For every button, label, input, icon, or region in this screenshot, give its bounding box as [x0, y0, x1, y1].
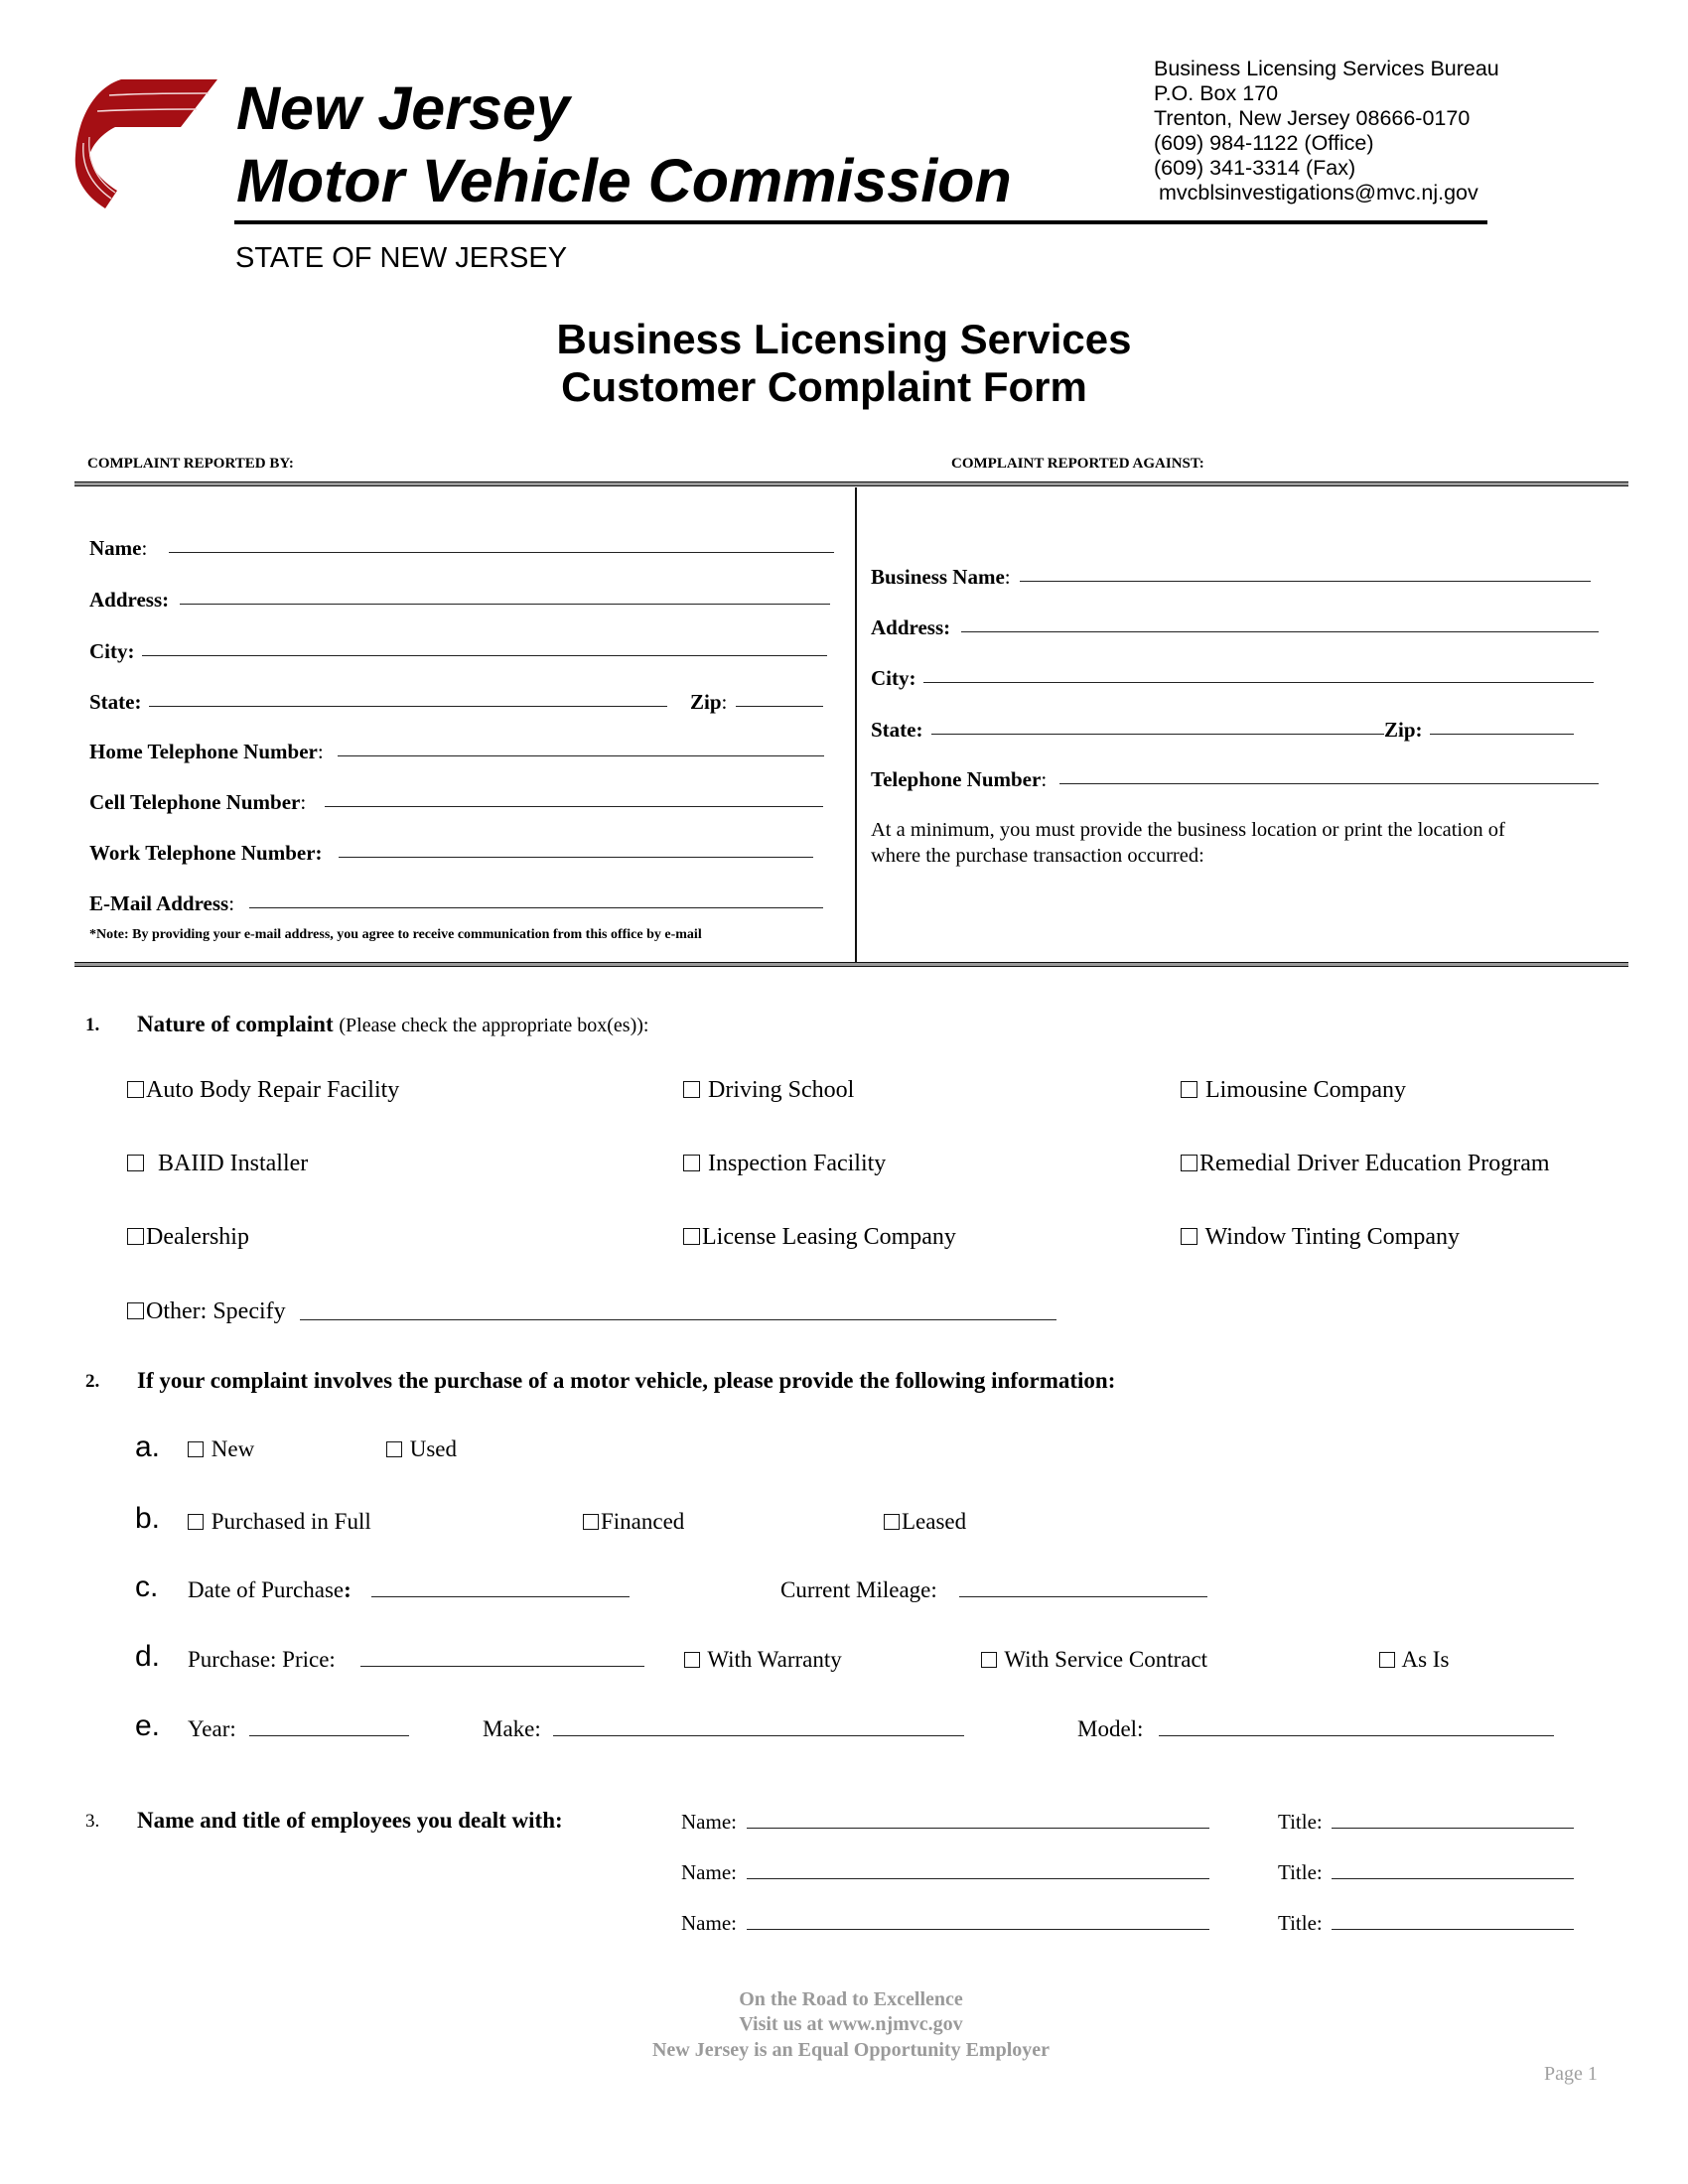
zip-label: Zip: [690, 690, 728, 714]
po-box: P.O. Box 170 [1154, 81, 1279, 105]
work-phone-label: Work Telephone Number: [89, 841, 323, 865]
form-title-line2: Customer Complaint Form [561, 363, 1087, 410]
section3-heading: Name and title of employees you dealt with: [137, 1808, 563, 1833]
checkbox-icon[interactable] [683, 1155, 700, 1171]
checkbox-icon[interactable] [1181, 1081, 1197, 1098]
year-label: Year: [188, 1716, 236, 1741]
option-limousine[interactable]: Limousine Company [1181, 1075, 1406, 1105]
email-consent-note: *Note: By providing your e-mail address, you agree to receive communication from this office by e-mail [89, 927, 702, 942]
cell-phone-label: Cell Telephone Number: [89, 790, 307, 814]
employee3-title-label: Title: [1278, 1911, 1323, 1935]
purchase-price-field[interactable] [360, 1666, 644, 1667]
option-auto-body[interactable]: Auto Body Repair Facility [127, 1075, 399, 1105]
business-zip-label: Zip: [1384, 718, 1423, 742]
location-instruction-line1: At a minimum, you must provide the business location or print the location of [871, 819, 1505, 841]
option-used[interactable]: Used [386, 1434, 457, 1464]
name-label: Name: [89, 536, 148, 560]
employee2-name-label: Name: [681, 1860, 737, 1884]
model-field[interactable] [1159, 1735, 1554, 1736]
business-phone-field[interactable] [1059, 783, 1599, 784]
checkbox-icon[interactable] [127, 1081, 144, 1098]
footer-eoe: New Jersey is an Equal Opportunity Employer [651, 2039, 1051, 2061]
checkbox-icon[interactable] [1379, 1652, 1395, 1668]
bureau-name: Business Licensing Services Bureau [1154, 57, 1499, 80]
address-label: Address: [89, 588, 170, 612]
employee3-name-label: Name: [681, 1911, 737, 1935]
other-specify-field[interactable] [300, 1319, 1056, 1320]
option-dealership[interactable]: Dealership [127, 1222, 249, 1252]
office-phone: (609) 984-1122 (Office) [1154, 131, 1374, 155]
option-inspection-facility[interactable]: Inspection Facility [683, 1149, 886, 1178]
year-field[interactable] [249, 1735, 409, 1736]
home-phone-label: Home Telephone Number: [89, 740, 324, 763]
checkbox-icon[interactable] [1181, 1155, 1197, 1171]
business-address-field[interactable] [961, 631, 1599, 632]
location-instruction-line2: where the purchase transaction occurred: [871, 845, 1204, 867]
employee1-name-label: Name: [681, 1810, 737, 1834]
checkbox-icon[interactable] [981, 1652, 997, 1668]
complainant-name-field[interactable] [169, 552, 834, 553]
contact-email-link[interactable]: mvcblsinvestigations@mvc.nj.gov [1159, 181, 1478, 205]
checkbox-icon[interactable] [127, 1228, 144, 1245]
footer-website: Visit us at www.njmvc.gov [739, 2013, 963, 2035]
option-leased[interactable]: Leased [884, 1507, 966, 1537]
city-state-zip: Trenton, New Jersey 08666-0170 [1154, 106, 1471, 130]
complainant-city-field[interactable] [142, 655, 827, 656]
checkbox-icon[interactable] [188, 1514, 204, 1530]
checkbox-icon[interactable] [683, 1081, 700, 1098]
date-of-purchase-label: Date of Purchase: [188, 1577, 352, 1602]
section1-heading: Nature of complaint (Please check the appropriate box(es)): [137, 1012, 649, 1036]
employee2-name-field[interactable] [747, 1878, 1209, 1879]
checkbox-icon[interactable] [127, 1155, 144, 1171]
checkbox-icon[interactable] [684, 1652, 700, 1668]
form-title-line1: Business Licensing Services [556, 316, 1132, 362]
section2-heading: If your complaint involves the purchase of a motor vehicle, please provide the following information: [137, 1368, 1116, 1393]
option-with-warranty[interactable]: With Warranty [684, 1645, 842, 1675]
option-purchased-in-full[interactable]: Purchased in Full [188, 1507, 371, 1537]
mvc-logo-icon [73, 77, 217, 208]
item-d-letter: d. [135, 1640, 161, 1673]
option-baiid-installer[interactable]: BAIID Installer [127, 1149, 308, 1178]
option-remedial-driver-ed[interactable]: Remedial Driver Education Program [1181, 1149, 1550, 1178]
org-name-line1: New Jersey [236, 74, 570, 142]
make-field[interactable] [553, 1735, 964, 1736]
item-a-letter: a. [135, 1431, 161, 1463]
section1-number: 1. [85, 1015, 100, 1035]
top-double-rule [74, 481, 1628, 486]
purchase-price-label: Purchase: Price: [188, 1647, 336, 1672]
employee1-name-field[interactable] [747, 1828, 1209, 1829]
email-label: E-Mail Address: [89, 891, 235, 915]
cell-phone-field[interactable] [325, 806, 823, 807]
make-label: Make: [483, 1716, 541, 1741]
reported-against-heading: COMPLAINT REPORTED AGAINST: [951, 456, 1204, 472]
home-phone-field[interactable] [338, 755, 824, 756]
item-e-letter: e. [135, 1709, 161, 1742]
employee1-title-label: Title: [1278, 1810, 1323, 1834]
state-label: State: [89, 690, 142, 714]
section3-number: 3. [85, 1811, 100, 1832]
org-name-line2: Motor Vehicle Commission [236, 147, 1012, 214]
business-phone-label: Telephone Number: [871, 767, 1048, 791]
date-of-purchase-field[interactable] [371, 1596, 630, 1597]
checkbox-icon[interactable] [583, 1514, 599, 1530]
business-name-label: Business Name: [871, 565, 1011, 589]
employee3-title-field[interactable] [1332, 1929, 1574, 1930]
complainant-zip-field[interactable] [736, 706, 823, 707]
option-driving-school[interactable]: Driving School [683, 1075, 854, 1105]
current-mileage-field[interactable] [959, 1596, 1207, 1597]
current-mileage-label: Current Mileage: [780, 1577, 937, 1602]
fax-number: (609) 341-3314 (Fax) [1154, 156, 1356, 180]
header-rule [234, 220, 1487, 224]
business-city-label: City: [871, 666, 916, 690]
model-label: Model: [1077, 1716, 1144, 1741]
column-divider [855, 487, 857, 965]
page-number: Page 1 [1544, 2063, 1598, 2085]
business-state-label: State: [871, 718, 923, 742]
employee2-title-label: Title: [1278, 1860, 1323, 1884]
item-c-letter: c. [135, 1570, 159, 1603]
business-state-field[interactable] [931, 734, 1384, 735]
work-phone-field[interactable] [339, 857, 813, 858]
option-new[interactable]: New [188, 1434, 254, 1464]
section2-number: 2. [85, 1371, 100, 1392]
employee2-title-field[interactable] [1332, 1878, 1574, 1879]
footer-slogan: On the Road to Excellence [739, 1988, 963, 2010]
bottom-double-rule [74, 962, 1628, 967]
employee1-title-field[interactable] [1332, 1828, 1574, 1829]
checkbox-icon[interactable] [188, 1441, 204, 1457]
complainant-address-field[interactable] [180, 604, 830, 605]
business-city-field[interactable] [923, 682, 1594, 683]
business-name-field[interactable] [1020, 581, 1591, 582]
checkbox-icon[interactable] [127, 1302, 144, 1319]
employee3-name-field[interactable] [747, 1929, 1209, 1930]
checkbox-icon[interactable] [386, 1441, 402, 1457]
complainant-state-field[interactable] [149, 706, 667, 707]
reported-by-heading: COMPLAINT REPORTED BY: [87, 456, 294, 472]
checkbox-icon[interactable] [1181, 1228, 1197, 1245]
option-as-is[interactable]: As Is [1379, 1645, 1449, 1675]
option-license-leasing[interactable]: License Leasing Company [683, 1222, 956, 1252]
city-label: City: [89, 639, 135, 663]
checkbox-icon[interactable] [683, 1228, 700, 1245]
business-zip-field[interactable] [1430, 734, 1574, 735]
option-other[interactable]: Other: Specify [127, 1297, 286, 1326]
business-address-label: Address: [871, 615, 951, 639]
option-service-contract[interactable]: With Service Contract [981, 1645, 1207, 1675]
option-window-tinting[interactable]: Window Tinting Company [1181, 1222, 1460, 1252]
checkbox-icon[interactable] [884, 1514, 900, 1530]
email-field[interactable] [249, 907, 823, 908]
option-financed[interactable]: Financed [583, 1507, 684, 1537]
item-b-letter: b. [135, 1502, 161, 1535]
state-label: STATE OF NEW JERSEY [235, 242, 568, 274]
